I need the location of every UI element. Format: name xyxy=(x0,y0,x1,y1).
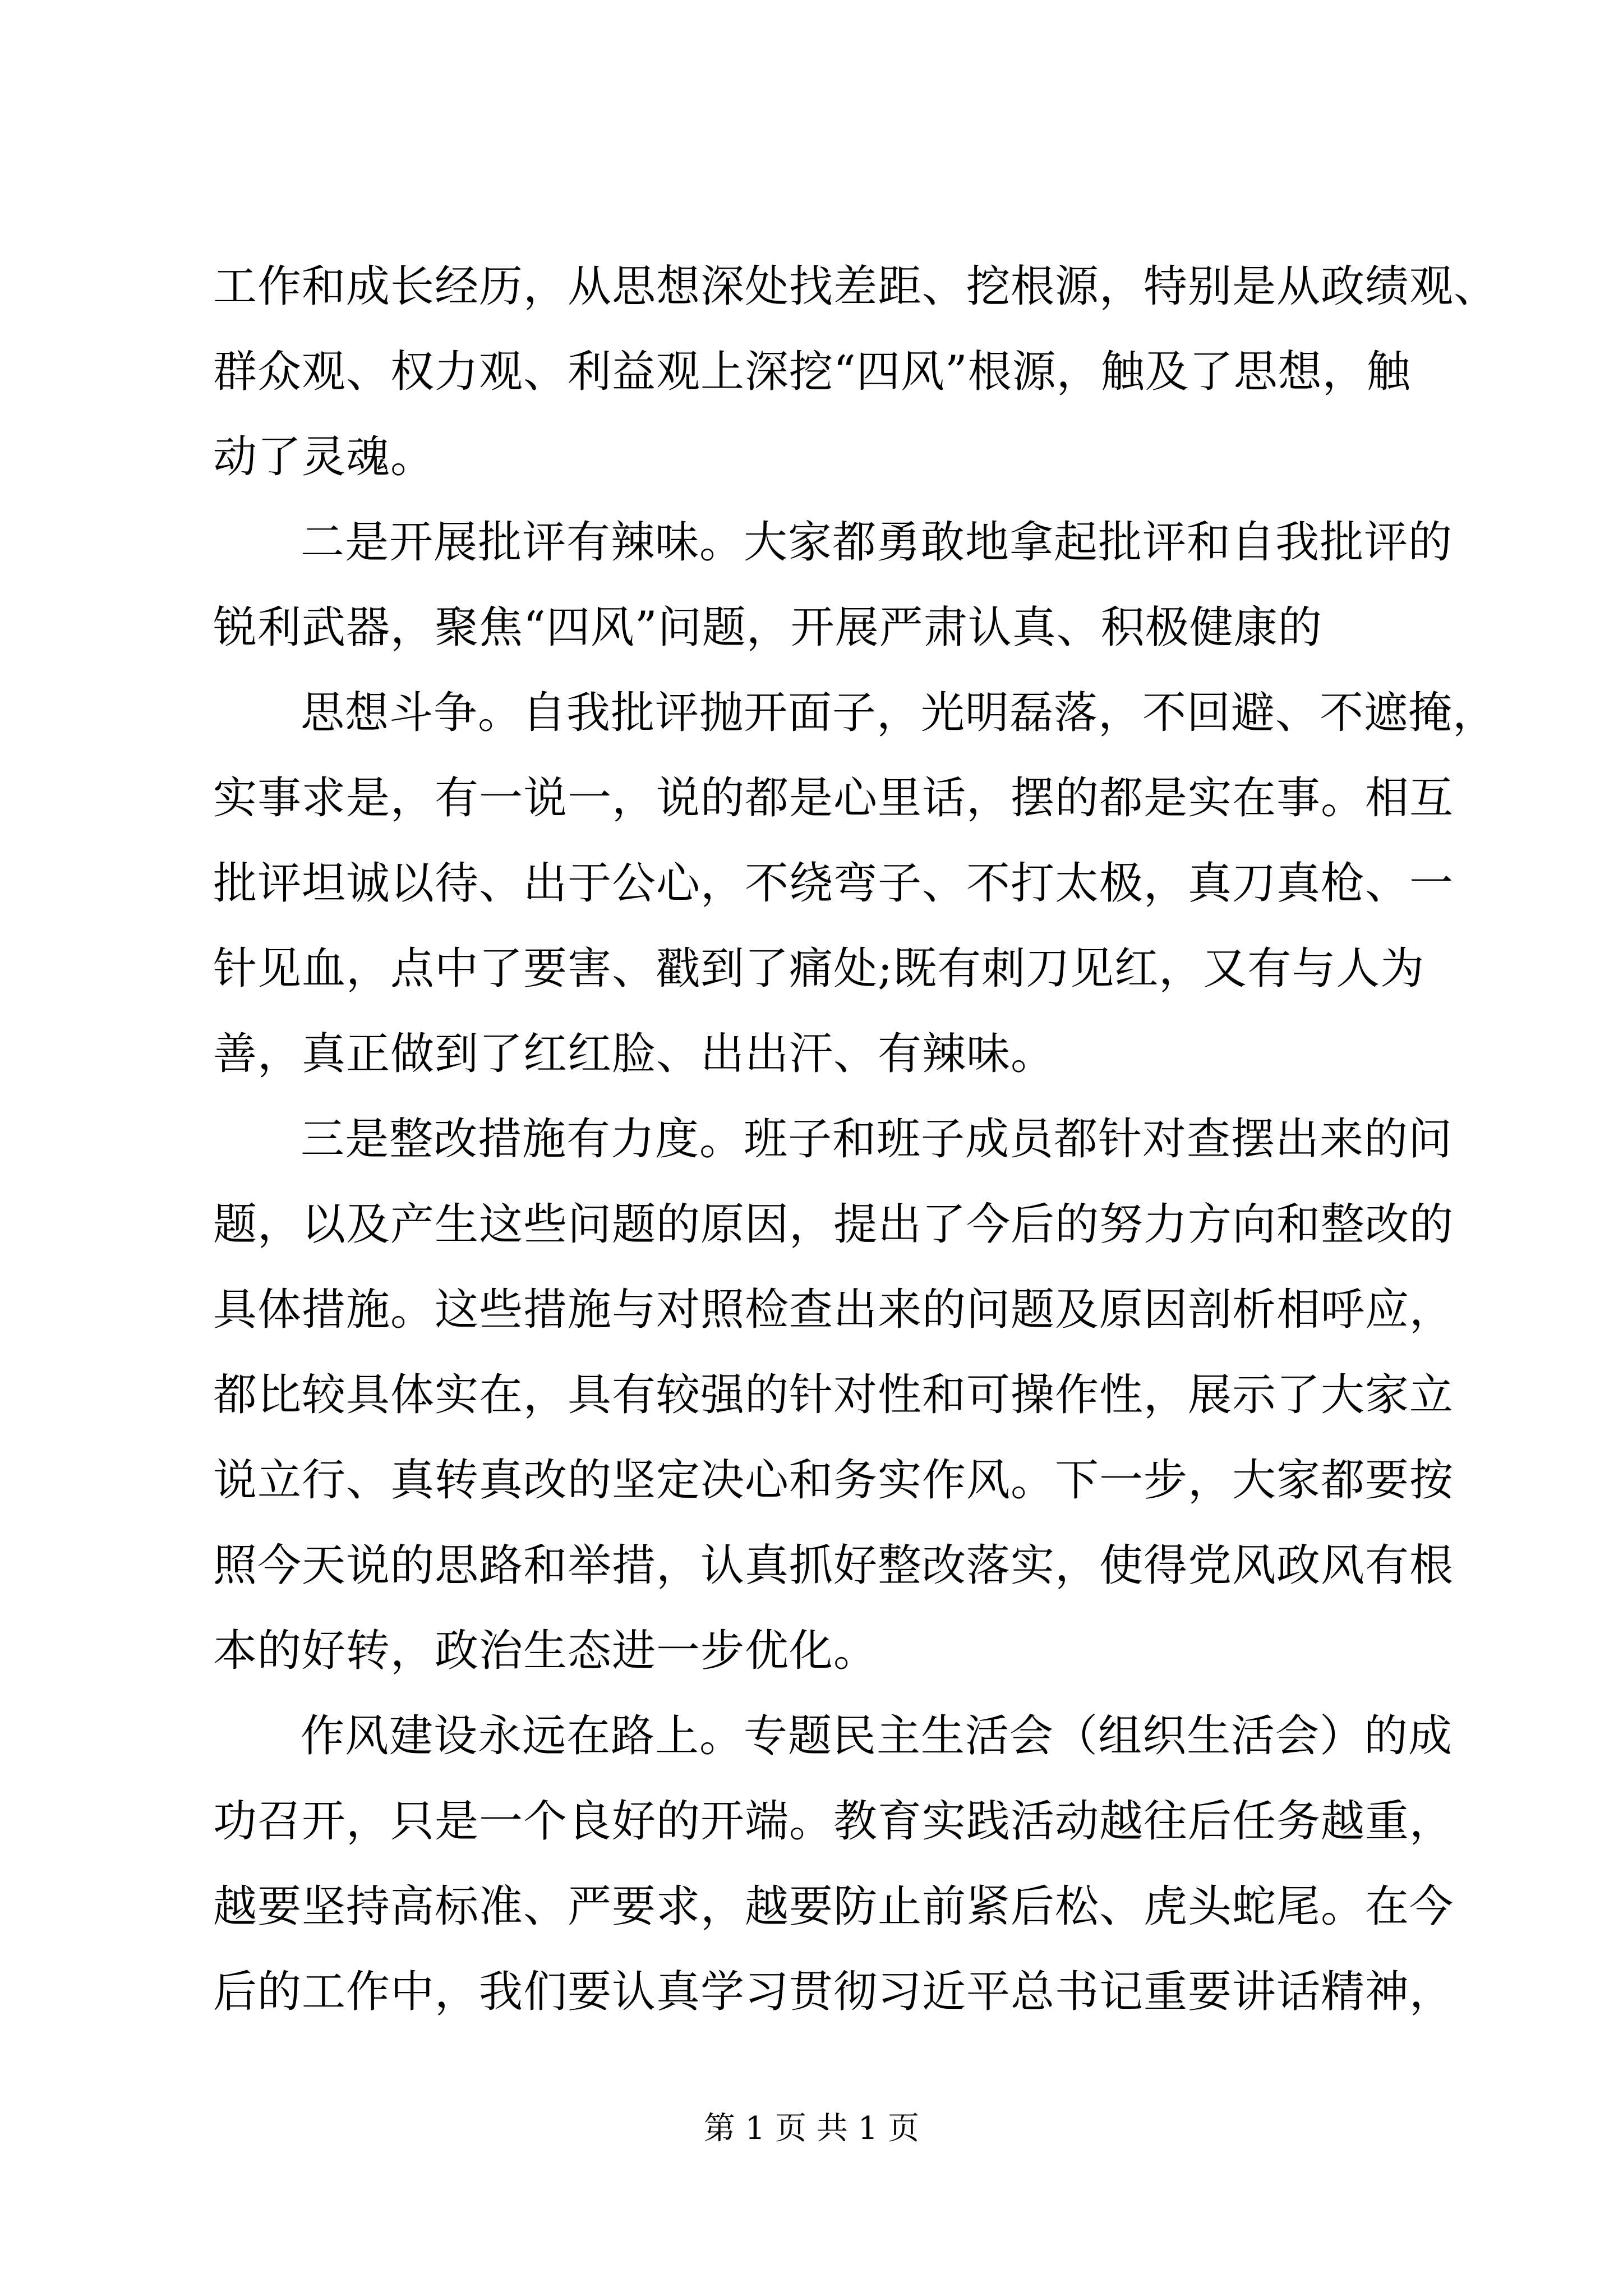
text-line: 二是开展批评有辣味。大家都勇敢地拿起批评和自我批评的 xyxy=(301,517,1453,568)
text-line: 都比较具体实在，具有较强的针对性和可操作性，展示了大家立 xyxy=(213,1370,1454,1420)
text-line: 善，真正做到了红红脸、出出汗、有辣味。 xyxy=(213,1029,1055,1079)
text-line: 动了灵魂。 xyxy=(213,432,435,482)
text-line: 本的好转，政治生态进一步优化。 xyxy=(213,1626,878,1676)
text-line: 说立行、真转真改的坚定决心和务实作风。下一步，大家都要按 xyxy=(213,1455,1454,1506)
text-line: 工作和成长经历，从思想深处找差距、挖根源，特别是从政绩观、 xyxy=(213,261,1498,312)
text-line: 三是整改措施有力度。班子和班子成员都针对查摆出来的问 xyxy=(301,1114,1453,1165)
text-line: 越要坚持高标准、严要求，越要防止前紧后松、虎头蛇尾。在今 xyxy=(213,1881,1454,1932)
text-line: 作风建设永远在路上。专题民主生活会（组织生活会）的成 xyxy=(301,1711,1453,1761)
text-line: 锐利武器，聚焦“四风”问题，开展严肃认真、积极健康的 xyxy=(213,602,1322,653)
text-line: 后的工作中，我们要认真学习贯彻习近平总书记重要讲话精神， xyxy=(213,1967,1454,2017)
text-line: 思想斗争。自我批评抛开面子，光明磊落，不回避、不遮掩， xyxy=(301,688,1497,738)
text-line: 群众观、权力观、利益观上深挖“四风”根源，触及了思想，触 xyxy=(213,347,1411,397)
text-line: 具体措施。这些措施与对照检查出来的问题及原因剖析相呼应， xyxy=(213,1285,1454,1335)
document-body xyxy=(213,244,1498,2035)
text-line: 针见血，点中了要害、戳到了痛处;既有刺刀见红，又有与人为 xyxy=(213,944,1425,994)
text-line: 实事求是，有一说一，说的都是心里话，摆的都是实在事。相互 xyxy=(213,773,1454,823)
text-line: 照今天说的思路和举措，认真抓好整改落实，使得党风政风有根 xyxy=(213,1540,1454,1591)
text-line: 功召开，只是一个良好的开端。教育实践活动越往后任务越重， xyxy=(213,1796,1454,1847)
text-line: 批评坦诚以待、出于公心，不绕弯子、不打太极，真刀真枪、一 xyxy=(213,858,1454,909)
page-footer: 第 1 页 共 1 页 xyxy=(703,2110,920,2147)
text-line: 题，以及产生这些问题的原因，提出了今后的努力方向和整改的 xyxy=(213,1199,1454,1250)
